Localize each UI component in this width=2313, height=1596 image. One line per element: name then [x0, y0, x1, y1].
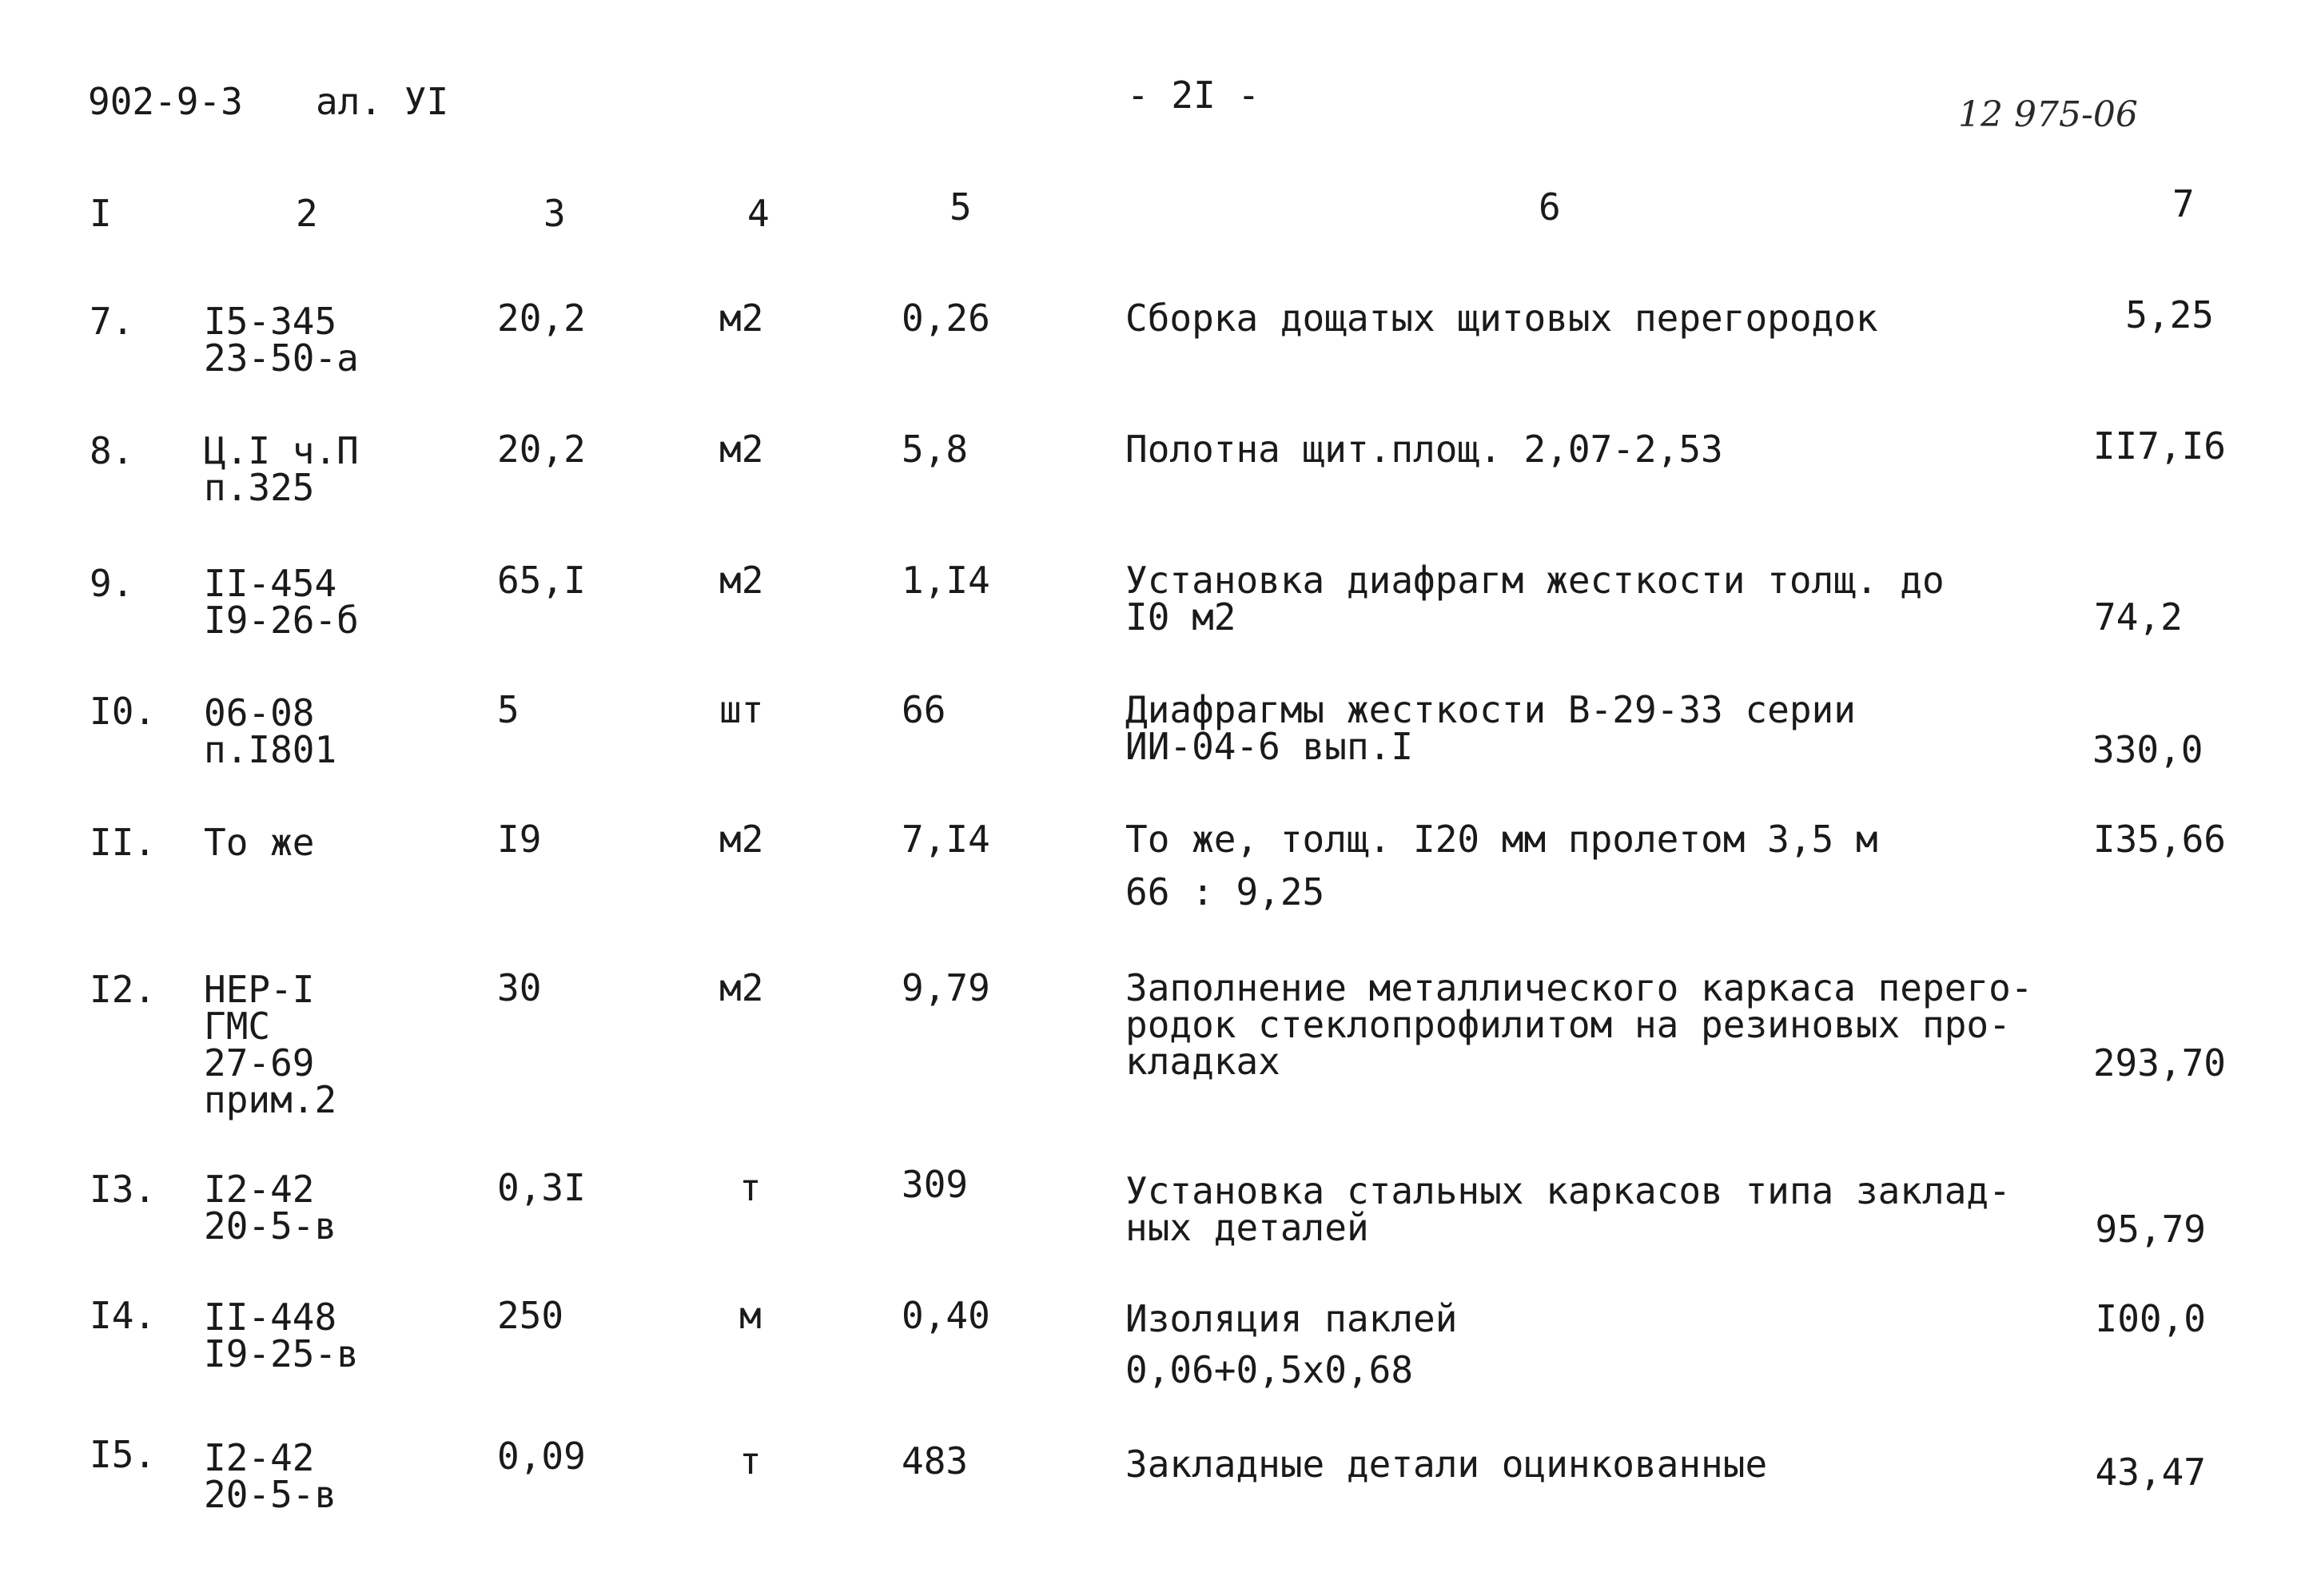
code-line: То же	[204, 821, 315, 864]
quantity: 250	[497, 1294, 564, 1337]
unit-price: 483	[902, 1439, 969, 1483]
unit-price: 66	[902, 688, 946, 731]
total: 330,0	[2092, 728, 2204, 771]
description-line: кладках	[1125, 1040, 1280, 1083]
row-number: I5.	[90, 1433, 157, 1476]
description-line: То же, толщ. I20 мм пролетом 3,5 м	[1125, 818, 1878, 861]
total: I00,0	[2095, 1297, 2206, 1340]
total: 95,79	[2095, 1208, 2206, 1251]
description-line: родок стеклопрофилитом на резиновых про-	[1125, 1003, 2011, 1046]
row-number: II.	[90, 821, 157, 864]
row-number: I4.	[90, 1294, 157, 1337]
doc-code: 902-9-3	[88, 80, 243, 123]
unit-price: 1,I4	[902, 559, 990, 602]
quantity: I9	[497, 818, 542, 861]
code-line: I5-345	[204, 300, 337, 343]
code-line: I9-26-б	[204, 599, 359, 642]
quantity: 30	[497, 966, 542, 1009]
description-line: Диафрагмы жесткости В-29-33 серии	[1125, 688, 1856, 731]
description-line: Закладные детали оцинкованные	[1125, 1443, 1768, 1486]
album-label: ал. УI	[316, 80, 449, 123]
description-line: Полотна щит.площ. 2,07-2,53	[1125, 428, 1723, 471]
code-line: I9-25-в	[204, 1332, 359, 1375]
column-number-5: 5	[949, 185, 972, 229]
column-number-7: 7	[2172, 182, 2195, 225]
total: I35,66	[2092, 818, 2226, 861]
quantity: 5	[497, 688, 520, 731]
column-number-4: 4	[747, 192, 770, 235]
unit: м	[739, 1294, 762, 1337]
column-number-2: 2	[296, 192, 318, 235]
code-line: 06-08	[204, 691, 315, 734]
code-line: прим.2	[204, 1078, 337, 1121]
code-line: II-454	[204, 562, 337, 605]
quantity: 0,3I	[497, 1166, 586, 1209]
description-line: Изоляция паклей	[1125, 1297, 1458, 1340]
column-number-6: 6	[1539, 185, 1561, 229]
column-number-3: 3	[543, 192, 566, 235]
total: 293,70	[2092, 1041, 2226, 1085]
row-number: 7.	[90, 300, 134, 343]
column-number-1: I	[90, 192, 112, 235]
unit: т	[739, 1166, 762, 1209]
unit-price: 0,40	[902, 1294, 990, 1337]
code-line: п.325	[204, 466, 315, 509]
description-line: ИИ-04-6 вып.I	[1125, 725, 1414, 768]
quantity: 65,I	[497, 559, 586, 602]
row-number: 9.	[90, 562, 134, 605]
unit-price: 309	[902, 1163, 969, 1206]
code-line: II-448	[204, 1296, 337, 1339]
code-line: Ц.I ч.П	[204, 429, 359, 472]
stamp-number: 12 975-06	[1958, 94, 2138, 135]
unit-price: 9,79	[902, 966, 990, 1009]
total: II7,I6	[2092, 424, 2226, 468]
unit-price: 7,I4	[902, 818, 990, 861]
page-number: - 2I -	[1127, 74, 1260, 117]
unit: м2	[719, 297, 764, 340]
row-number: I3.	[90, 1168, 157, 1211]
description-line: 66 : 9,25	[1125, 870, 1325, 913]
unit: м2	[719, 966, 764, 1009]
unit: м2	[719, 428, 764, 471]
unit: т	[739, 1439, 762, 1483]
total: 5,25	[2125, 293, 2214, 336]
description-line: I0 м2	[1125, 595, 1236, 639]
quantity: 20,2	[497, 428, 586, 471]
description-line: Заполнение металлического каркаса перего-	[1125, 966, 2033, 1009]
total: 43,47	[2095, 1451, 2206, 1494]
unit-price: 5,8	[902, 428, 969, 471]
row-number: I0.	[90, 690, 157, 733]
description-line: Установка стальных каркасов типа заклад-	[1125, 1169, 2011, 1212]
unit-price: 0,26	[902, 297, 990, 340]
unit: шт	[719, 688, 764, 731]
quantity: 20,2	[497, 297, 586, 340]
code-line: п.I801	[204, 728, 337, 771]
code-line: 20-5-в	[204, 1204, 337, 1248]
code-line: НЕР-I	[204, 968, 315, 1011]
description-line: ных деталей	[1125, 1206, 1369, 1249]
row-number: I2.	[90, 968, 157, 1011]
description-line: Установка диафрагм жесткости толщ. до	[1125, 559, 1945, 602]
quantity: 0,09	[497, 1435, 586, 1478]
unit: м2	[719, 818, 764, 861]
code-line: 27-69	[204, 1041, 315, 1085]
code-line: 23-50-a	[204, 336, 359, 380]
description-line: Сборка дощатых щитовых перегородок	[1125, 297, 1878, 340]
code-line: I2-42	[204, 1168, 315, 1211]
description-line: 0,06+0,5х0,68	[1125, 1348, 1414, 1391]
code-line: 20-5-в	[204, 1473, 337, 1516]
code-line: ГМС	[204, 1005, 271, 1048]
row-number: 8.	[90, 429, 134, 472]
total: 74,2	[2094, 595, 2183, 639]
unit: м2	[719, 559, 764, 602]
code-line: I2-42	[204, 1436, 315, 1479]
